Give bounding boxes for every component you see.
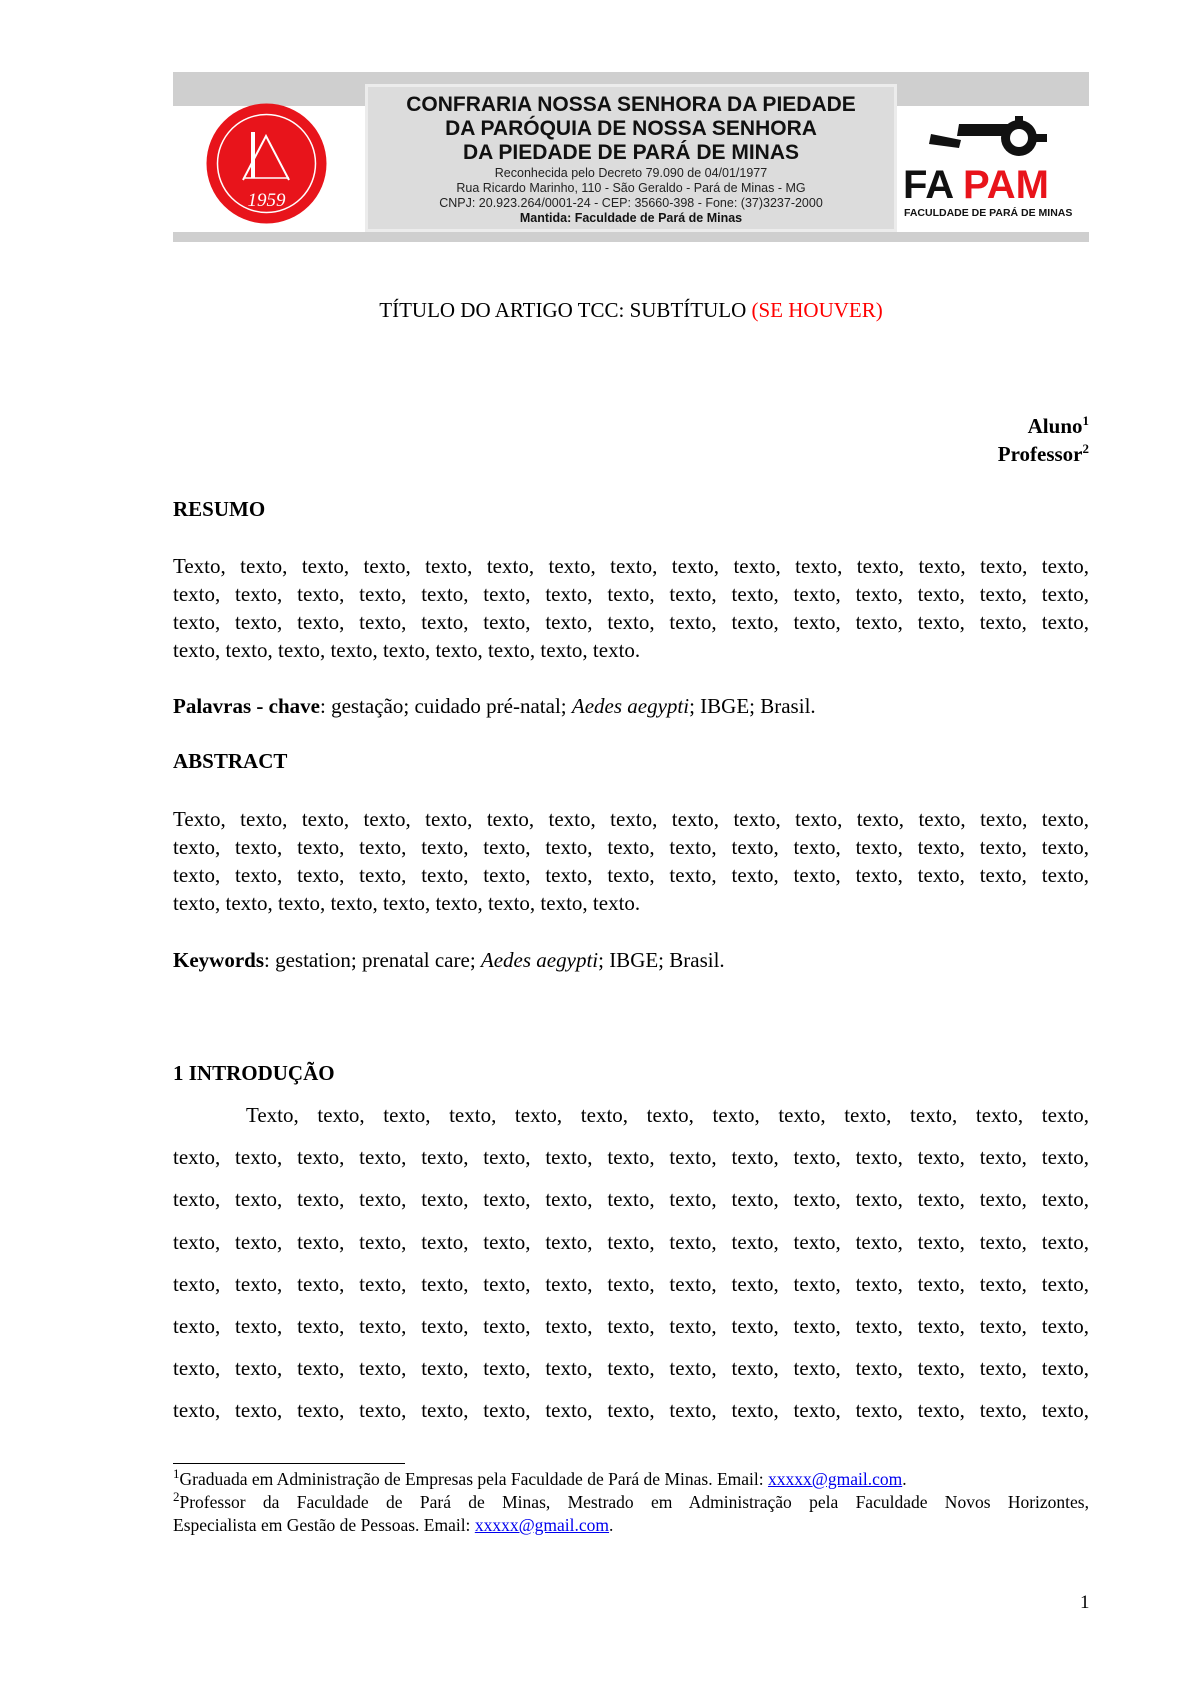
resumo-keywords-label: Palavras - chave bbox=[173, 694, 320, 718]
contact-text: CNPJ: 20.923.264/0001-24 - CEP: 35660-398 - Fone: (37)3237-2000 bbox=[439, 196, 823, 210]
org-name-line2: DA PARÓQUIA DE NOSSA SENHORA bbox=[445, 117, 817, 140]
org-name-line3: DA PIEDADE DE PARÁ DE MINAS bbox=[462, 141, 800, 164]
abstract-line: Texto, texto, texto, texto, texto, texto, texto, texto, texto, texto, texto, texto, texto, texto, texto, bbox=[173, 807, 1089, 831]
footnote-ref-2[interactable]: 2 bbox=[1082, 441, 1089, 456]
decree-text: Reconhecida pelo Decreto 79.090 de 04/01/1977 bbox=[494, 166, 768, 180]
header-bar-bottom bbox=[173, 232, 1089, 242]
abstract-keywords-label: Keywords bbox=[173, 948, 264, 972]
footnote-ref-1[interactable]: 1 bbox=[1082, 413, 1089, 428]
page-number: 1 bbox=[1080, 1592, 1090, 1613]
resumo-line: texto, texto, texto, texto, texto, texto, texto, texto, texto. bbox=[173, 638, 641, 662]
footnote-2: $^2$Professor da Faculdade de Pará de Minas, Mestrado em Administração pela Faculdade Novos Horizontes, bbox=[173, 1489, 1089, 1512]
footnote-2-continuation: Especialista em Gestão de Pessoas. Email: xxxxx@gmail.com. bbox=[173, 1515, 614, 1535]
resumo-keywords: Palavras - chave: gestação; cuidado pré-natal; Aedes aegypti; IBGE; Brasil. bbox=[173, 694, 816, 718]
footnote-1: $^1$Graduada em Administração de Empresas pela Faculdade de Pará de Minas. Email: xxxxx@gmail.com. bbox=[173, 1466, 907, 1489]
fapam-logo bbox=[901, 116, 1081, 226]
maintained-by-text: Mantida: Faculdade de Pará de Minas bbox=[519, 211, 743, 225]
footnote-separator bbox=[173, 1463, 405, 1464]
fapam-logo-pam: PAM bbox=[963, 163, 1049, 207]
intro-line: texto, texto, texto, texto, texto, texto, texto, texto, texto, texto, texto, texto, texto, texto, texto, bbox=[173, 1230, 1089, 1254]
intro-heading: 1 INTRODUÇÃO bbox=[173, 1061, 335, 1085]
resumo-line: texto, texto, texto, texto, texto, texto, texto, texto, texto, texto, texto, texto, texto, texto, texto, bbox=[173, 582, 1089, 606]
resumo-line: texto, texto, texto, texto, texto, texto, texto, texto, texto, texto, texto, texto, texto, texto, texto, bbox=[173, 610, 1089, 634]
author-student: Aluno$^1$ bbox=[1027, 413, 1089, 438]
article-title-main: TÍTULO DO ARTIGO TCC: SUBTÍTULO bbox=[379, 298, 752, 322]
institution-info-box bbox=[365, 84, 897, 232]
intro-line: texto, texto, texto, texto, texto, texto, texto, texto, texto, texto, texto, texto, texto, texto, texto, bbox=[173, 1145, 1089, 1169]
abstract-line: texto, texto, texto, texto, texto, texto, texto, texto, texto, texto, texto, texto, texto, texto, texto, bbox=[173, 863, 1089, 887]
resumo-line: Texto, texto, texto, texto, texto, texto, texto, texto, texto, texto, texto, texto, texto, texto, texto, bbox=[173, 554, 1089, 578]
intro-line: Texto, texto, texto, texto, texto, texto, texto, texto, texto, texto, texto, texto, texto, bbox=[246, 1103, 1089, 1127]
abstract-heading: ABSTRACT bbox=[173, 749, 288, 773]
fapam-logo-subtitle: FACULDADE DE PARÁ DE MINAS bbox=[904, 207, 1073, 219]
intro-line: texto, texto, texto, texto, texto, texto, texto, texto, texto, texto, texto, texto, texto, texto, texto, bbox=[173, 1187, 1089, 1211]
abstract-line: texto, texto, texto, texto, texto, texto, texto, texto, texto. bbox=[173, 891, 641, 915]
intro-line: texto, texto, texto, texto, texto, texto, texto, texto, texto, texto, texto, texto, texto, texto, texto, bbox=[173, 1272, 1089, 1296]
intro-line: texto, texto, texto, texto, texto, texto, texto, texto, texto, texto, texto, texto, texto, texto, texto, bbox=[173, 1398, 1089, 1422]
address-text: Rua Ricardo Marinho, 110 - São Geraldo - Pará de Minas - MG bbox=[456, 181, 806, 195]
resumo-heading: RESUMO bbox=[173, 497, 266, 521]
org-name-line1: CONFRARIA NOSSA SENHORA DA PIEDADE bbox=[406, 93, 856, 116]
article-title-optional: (SE HOUVER) bbox=[751, 298, 883, 322]
confraria-seal-logo bbox=[205, 102, 328, 225]
intro-line: texto, texto, texto, texto, texto, texto, texto, texto, texto, texto, texto, texto, texto, texto, texto, bbox=[173, 1314, 1089, 1338]
seal-year: 1959 bbox=[247, 190, 286, 211]
footnote-1-email-link[interactable]: xxxxx@gmail.com bbox=[767, 1469, 903, 1489]
footnote-2-email-link[interactable]: xxxxx@gmail.com bbox=[474, 1515, 610, 1535]
abstract-line: texto, texto, texto, texto, texto, texto, texto, texto, texto, texto, texto, texto, texto, texto, texto, bbox=[173, 835, 1089, 859]
author-professor: Professor$^2$ bbox=[997, 441, 1089, 466]
institution-header bbox=[173, 72, 1089, 242]
abstract-keywords: Keywords: gestation; prenatal care; Aedes aegypti; IBGE; Brasil. bbox=[173, 948, 725, 972]
fapam-logo-fa: FA bbox=[903, 163, 955, 207]
intro-line: texto, texto, texto, texto, texto, texto, texto, texto, texto, texto, texto, texto, texto, texto, texto, bbox=[173, 1356, 1089, 1380]
article-title bbox=[0, 296, 1200, 324]
